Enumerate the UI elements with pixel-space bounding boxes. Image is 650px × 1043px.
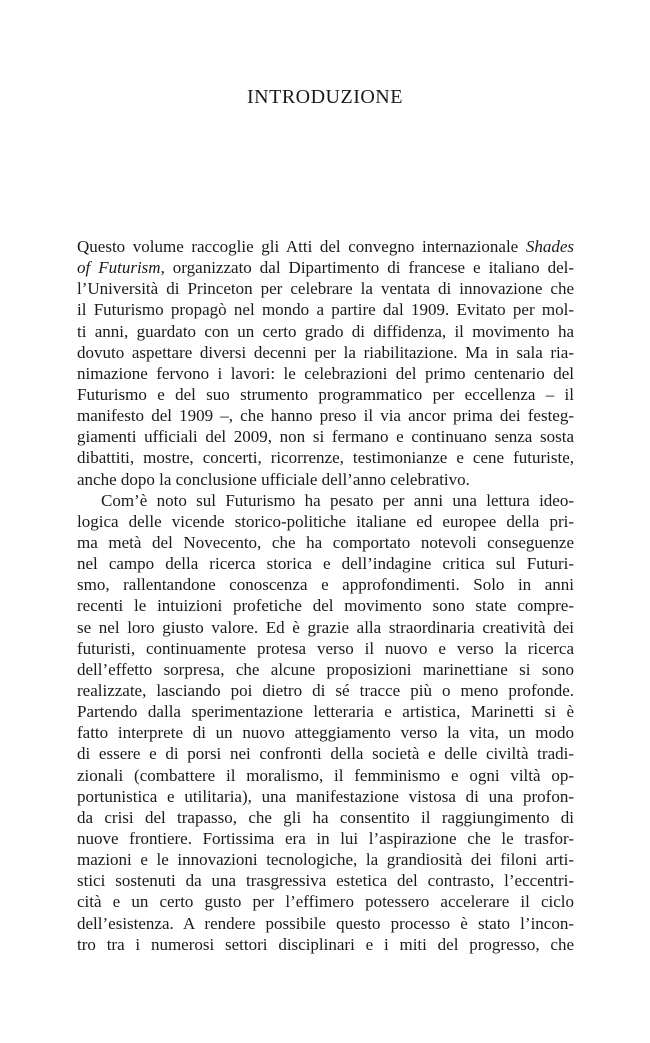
text-line: dibattiti, mostre, concerti, ricorrenze, testimonianze e cene futuriste, xyxy=(77,448,574,468)
text-line: anche dopo la conclusione ufficiale dell’anno celebrativo. xyxy=(77,469,470,489)
chapter-title: INTRODUZIONE xyxy=(247,86,403,108)
text-line: Questo volume raccoglie gli Atti del convegno internazionale Shades xyxy=(77,237,574,256)
text-line: manifesto del 1909 –, che hanno preso il via ancor prima dei festeg- xyxy=(77,406,574,426)
text-line: da crisi del trapasso, che gli ha consentito il raggiungimento di xyxy=(77,807,574,827)
text-line: Partendo dalla sperimentazione letteraria e artistica, Marinetti si è xyxy=(77,702,574,722)
text-line: Futurismo e del suo strumento programmatico per eccellenza – il xyxy=(77,384,574,404)
text-line: recenti le intuizioni profetiche del movimento sono state compre- xyxy=(77,596,574,616)
italic-title: of Futurism xyxy=(77,258,161,278)
text-line: Com’è noto sul Futurismo ha pesato per anni una lettura ideo- xyxy=(101,490,574,510)
text-line: mazioni e le innovazioni tecnologiche, la grandiosità dei filoni arti- xyxy=(77,850,574,870)
text-line: nimazione fervono i lavori: le celebrazioni del primo centenario del xyxy=(77,363,574,383)
text-line: dovuto aspettare diversi decenni per la riabilitazione. Ma in sala ria- xyxy=(77,342,574,362)
text-line: smo, rallentandone conoscenza e approfondimenti. Solo in anni xyxy=(77,575,574,595)
text-line: se nel loro giusto valore. Ed è grazie alla straordinaria creatività dei xyxy=(77,617,574,637)
text-line: zionali (combattere il moralismo, il femminismo e ogni viltà op- xyxy=(77,765,574,785)
text-line: dell’esistenza. A rendere possibile questo processo è stato l’incon- xyxy=(77,913,574,933)
text-line: tro tra i numerosi settori disciplinari e i miti del progresso, che xyxy=(77,934,574,954)
text-line: realizzate, lasciando poi dietro di sé tracce più o meno profonde. xyxy=(77,680,574,700)
paragraph-1 xyxy=(77,236,574,490)
text-line: ti anni, guardato con un certo grado di diffidenza, il movimento ha xyxy=(77,321,574,341)
text-line: stici sostenuti da una trasgressiva estetica del contrasto, l’eccentri- xyxy=(77,871,574,891)
text-line: cità e un certo gusto per l’effimero potessero accelerare il ciclo xyxy=(77,892,574,912)
text-line: nel campo della ricerca storica e dell’indagine critica sul Futuri- xyxy=(77,554,574,574)
text-line: ma metà del Novecento, che ha comportato notevoli conseguenze xyxy=(77,532,574,552)
body-text xyxy=(77,236,574,955)
text-line: l’Università di Princeton per celebrare la ventata di innovazione che xyxy=(77,279,574,299)
text-line: portunistica e utilitaria), una manifestazione vistosa di una profon- xyxy=(77,786,574,806)
paragraph-2 xyxy=(77,490,574,955)
text-line: logica delle vicende storico-politiche italiane ed europee della pri- xyxy=(77,511,574,531)
text-line: futuristi, continuamente protesa verso il nuovo e verso la ricerca xyxy=(77,638,574,658)
text-line: fatto interprete di un nuovo atteggiamento verso la vita, un modo xyxy=(77,723,574,743)
italic-title: Shades xyxy=(525,237,574,256)
text-line: di essere e di porsi nei confronti della società e delle civiltà tradi- xyxy=(77,744,574,764)
text-line: giamenti ufficiali del 2009, non si fermano e continuano senza sosta xyxy=(77,427,574,447)
text-line: nuove frontiere. Fortissima era in lui l’aspirazione che le trasfor- xyxy=(77,828,574,848)
text-line: dell’effetto sorpresa, che alcune proposizioni marinettiane si sono xyxy=(77,659,574,679)
text-line: il Futurismo propagò nel mondo a partire dal 1909. Evitato per mol- xyxy=(77,300,574,320)
text-line: of Futurism, organizzato dal Dipartimento di francese e italiano del- xyxy=(77,258,574,278)
